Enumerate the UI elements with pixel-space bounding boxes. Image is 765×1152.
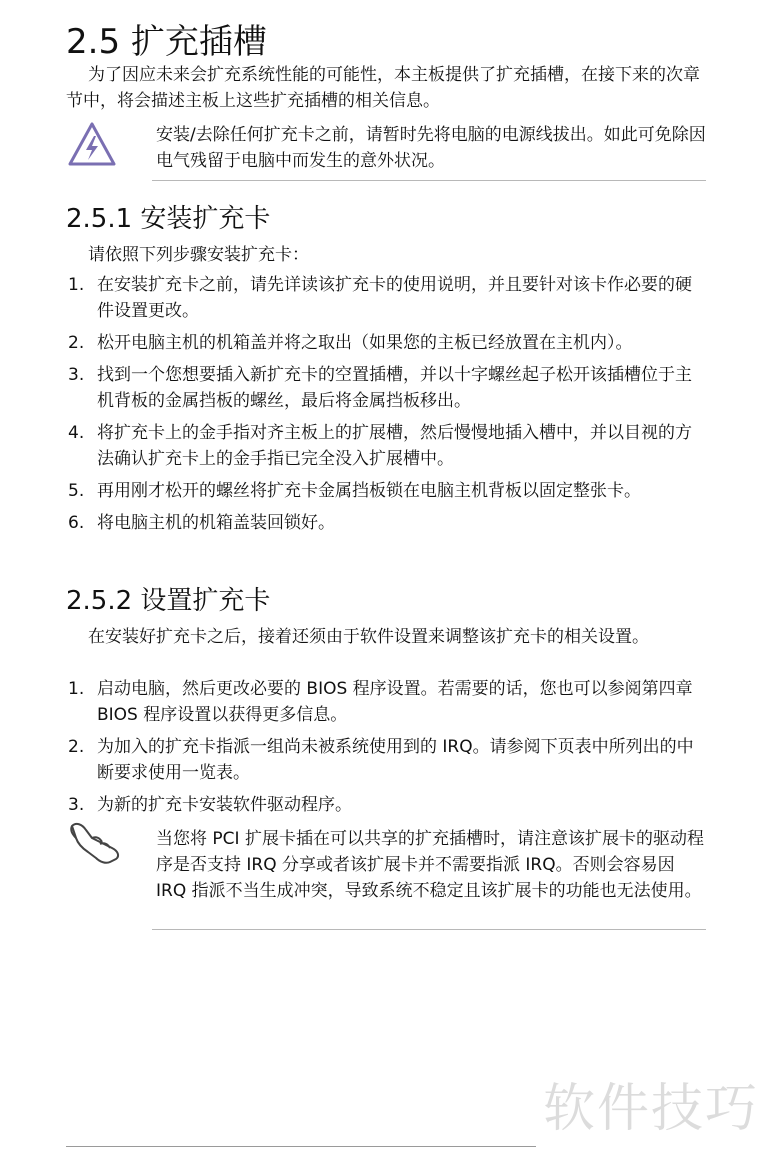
note-text: 当您将 PCI 扩展卡插在可以共享的扩充插槽时，请注意该扩展卡的驱动程序是否支持 IRQ 分享或者该扩展卡并不需要指派 IRQ。否则会容易因 IRQ 指派不当生成冲突，导致系统不稳定且该扩展卡的功能也无法使用。: [156, 829, 704, 901]
configure-lead-text: 在安装好扩充卡之后，接着还须由于软件设置来调整该扩充卡的相关设置。: [88, 627, 649, 647]
step-number: 1.: [68, 275, 85, 295]
step-text: 在安装扩充卡之前，请先详读该扩充卡的使用说明，并且要针对该卡作必要的硬件设置更改。: [97, 275, 692, 321]
warning-text: 安装/去除任何扩充卡之前，请暂时先将电脑的电源线拔出。如此可免除因电气残留于电脑中而发生的意外状况。: [156, 125, 706, 171]
configure-lead: [66, 624, 706, 650]
section-intro: [66, 62, 706, 114]
footer-divider: [66, 1146, 536, 1147]
step-text: 再用刚才松开的螺丝将扩充卡金属挡板锁在电脑主机背板以固定整张卡。: [97, 481, 641, 501]
step-text: 将扩充卡上的金手指对齐主板上的扩展槽，然后慢慢地插入槽中，并以目视的方法确认扩充卡上的金手指已完全没入扩展槽中。: [97, 423, 692, 469]
step-number: 2.: [68, 737, 85, 757]
note-notice: [66, 818, 706, 928]
install-steps: [66, 272, 706, 542]
section-title: 2.5 扩充插槽: [66, 22, 267, 62]
pointing-hand-icon: [66, 818, 122, 874]
warning-divider: [152, 180, 706, 181]
install-step: [66, 510, 706, 536]
note-divider: [152, 929, 706, 930]
step-number: 3.: [68, 365, 85, 385]
step-number: 5.: [68, 481, 85, 501]
install-step: [66, 478, 706, 504]
step-text: 找到一个您想要插入新扩充卡的空置插槽，并以十字螺丝起子松开该插槽位于主机背板的金属挡板的螺丝，最后将金属挡板移出。: [97, 365, 692, 411]
step-text: 松开电脑主机的机箱盖并将之取出（如果您的主板已经放置在主机内）。: [97, 333, 633, 353]
section-intro-text: 为了因应未来会扩充系统性能的可能性，本主板提供了扩充插槽，在接下来的次章节中，将会描述主板上这些扩充插槽的相关信息。: [66, 65, 700, 111]
watermark: 软件技巧: [542, 1079, 759, 1139]
configure-title: 2.5.2 设置扩充卡: [66, 586, 271, 616]
step-number: 6.: [68, 513, 85, 533]
configure-step: [66, 676, 706, 728]
step-text: 将电脑主机的机箱盖装回锁好。: [97, 513, 335, 533]
step-number: 3.: [68, 795, 85, 815]
install-step: [66, 272, 706, 324]
step-text: 为加入的扩充卡指派一组尚未被系统使用到的 IRQ。请参阅下页表中所列出的中断要求使用一览表。: [97, 737, 694, 783]
install-title: 2.5.1 安装扩充卡: [66, 204, 271, 234]
step-text: 为新的扩充卡安装软件驱动程序。: [97, 795, 352, 815]
warning-notice: [66, 120, 706, 182]
step-number: 4.: [68, 423, 85, 443]
lightning-warning-icon: [66, 120, 122, 176]
step-number: 2.: [68, 333, 85, 353]
install-step: [66, 420, 706, 472]
install-lead: [66, 242, 706, 268]
configure-step: [66, 792, 706, 818]
configure-steps: [66, 676, 706, 824]
step-text: 启动电脑，然后更改必要的 BIOS 程序设置。若需要的话，您也可以参阅第四章 BIOS 程序设置以获得更多信息。: [97, 679, 693, 725]
install-step: [66, 362, 706, 414]
install-lead-text: 请依照下列步骤安装扩充卡：: [88, 245, 309, 265]
install-step: [66, 330, 706, 356]
step-number: 1.: [68, 679, 85, 699]
configure-step: [66, 734, 706, 786]
